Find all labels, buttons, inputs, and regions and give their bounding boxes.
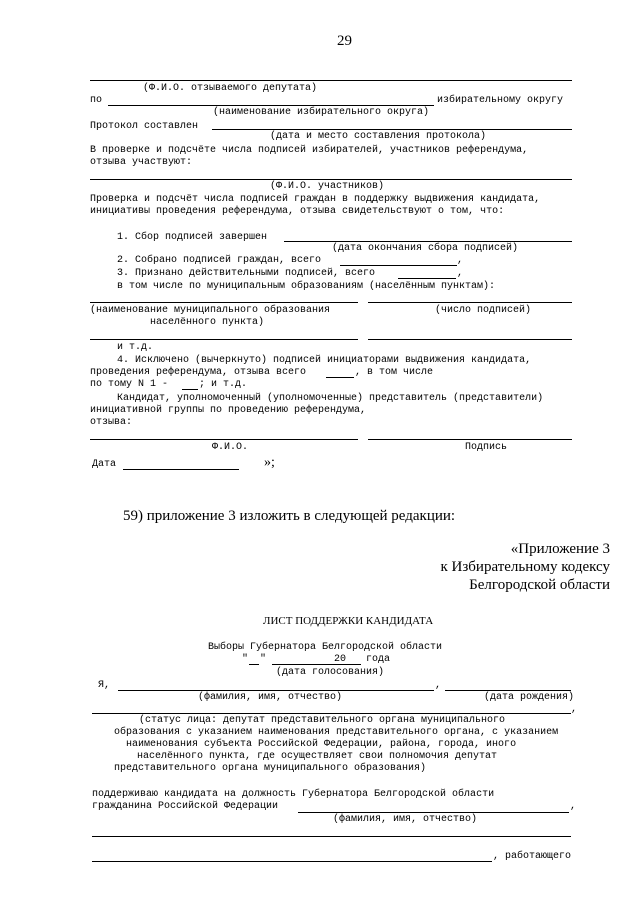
protocol-line <box>212 129 572 130</box>
day-line <box>249 664 259 665</box>
annex-code: к Избирательному кодексу <box>440 559 610 575</box>
item-3-comma: , <box>457 268 464 279</box>
deputy-name-caption: (Ф.И.О. отзываемого депутата) <box>143 83 318 94</box>
district-suffix: избирательному округу <box>437 95 564 106</box>
birth-date-line <box>445 690 571 691</box>
check-text-1: В проверке и подсчёте числа подписей избирателей, участников референдума, <box>90 145 529 156</box>
status-text-3: наименования субъекта Российской Федерации, района, города, иного <box>126 739 517 750</box>
participants-caption: (Ф.И.О. участников) <box>270 181 385 192</box>
candidate-comma: , <box>570 801 577 812</box>
item-1-text: 1. Сбор подписей завершен <box>117 232 268 243</box>
page-number: 29 <box>337 33 352 49</box>
election-name: Выборы Губернатора Белгородской области <box>208 642 443 653</box>
etc-text: и т.д. <box>117 342 154 353</box>
agent-text-1: Кандидат, уполномоченный (уполномоченные) представитель (представители) <box>117 393 544 404</box>
item-4-text-3a: по тому N 1 - <box>90 379 169 390</box>
agent-text-2: инициативной группы по проведению референдума, <box>90 405 367 416</box>
workplace-line <box>92 861 492 862</box>
address-line <box>92 836 571 837</box>
item-3-line <box>398 278 456 279</box>
annex-region: Белгородской области <box>469 577 610 593</box>
item-4-excluded-line <box>326 377 354 378</box>
po-label: по <box>90 95 103 106</box>
date-quote-close: " <box>260 654 267 665</box>
name-comma: , <box>435 680 442 691</box>
item-4-text-1: 4. Исключено (вычеркнуто) подписей инициаторами выдвижения кандидата, <box>117 355 532 366</box>
item-4-text-3b: ; и т.д. <box>199 379 248 390</box>
candidate-name-line <box>298 812 569 813</box>
working-text: , работающего <box>493 851 572 862</box>
item-4-text-2b: , в том числе <box>355 367 434 378</box>
candidate-caption: (фамилия, имя, отчество) <box>333 814 478 825</box>
sig-count-line <box>368 302 572 303</box>
amendment-text: 59) приложение 3 изложить в следующей редакции: <box>123 508 456 524</box>
status-text-2: образования с указанием наименования представительного органа, с указанием <box>114 727 559 738</box>
date-label: Дата <box>92 459 117 470</box>
municipality-caption-1: (наименование муниципального образования <box>90 305 331 316</box>
item-3-text: 3. Признано действительными подписей, всего <box>117 268 376 279</box>
result-text-2: инициативы проведения референдума, отзыва свидетельствуют о том, что: <box>90 206 505 217</box>
birth-caption: (дата рождения) <box>484 692 575 703</box>
item-3-breakdown: в том числе по муниципальным образованиям (населённым пунктам): <box>117 281 496 292</box>
protocol-caption: (дата и место составления протокола) <box>270 131 487 142</box>
signature-caption: Подпись <box>465 442 508 453</box>
date-line <box>123 469 239 470</box>
status-text-4: населённого пункта, где осуществляет свои полномочия депутат <box>137 751 498 762</box>
annex-title: «Приложение 3 <box>510 541 610 557</box>
sig-count-caption: (число подписей) <box>435 305 532 316</box>
item-1-caption: (дата окончания сбора подписей) <box>332 243 519 254</box>
status-text-1: (статус лица: депутат представительного органа муниципального <box>139 715 506 726</box>
item-2-comma: , <box>457 255 464 266</box>
participants-line <box>90 179 572 180</box>
protocol-label: Протокол составлен <box>90 121 199 132</box>
item-2-line <box>340 265 457 266</box>
status-comma: , <box>571 704 578 715</box>
item-4-volume-line <box>182 389 198 390</box>
fio-caption: Ф.И.О. <box>212 442 249 453</box>
check-text-2: отзыва участвуют: <box>90 157 193 168</box>
agent-signature-line <box>368 439 572 440</box>
result-text-1: Проверка и подсчёт числа подписей граждан в поддержку выдвижения кандидата, <box>90 194 541 205</box>
support-text-2: гражданина Российской Федерации <box>92 801 279 812</box>
closing-quote: »; <box>264 455 275 470</box>
voting-date-caption: (дата голосования) <box>276 667 385 678</box>
municipality-line <box>90 302 358 303</box>
support-text-1: поддерживаю кандидата на должность Губернатора Белгородской области <box>92 789 495 800</box>
sheet-title: ЛИСТ ПОДДЕРЖКИ КАНДИДАТА <box>263 615 434 627</box>
item-2-text: 2. Собрано подписей граждан, всего <box>117 255 322 266</box>
name-caption: (фамилия, имя, отчество) <box>198 692 343 703</box>
item-4-text-2a: проведения референдума, отзыва всего <box>90 367 307 378</box>
sig-count-line-2 <box>368 339 572 340</box>
voter-name-line <box>118 690 434 691</box>
year-suffix: года <box>366 654 391 665</box>
agent-text-3: отзыва: <box>90 417 133 428</box>
agent-name-line <box>90 439 358 440</box>
deputy-name-line <box>90 80 572 81</box>
district-caption: (наименование избирательного округа) <box>213 107 430 118</box>
status-line <box>92 713 571 714</box>
status-text-5: представительного органа муниципального образования) <box>114 763 427 774</box>
year-line <box>347 664 361 665</box>
municipality-caption-2: населённого пункта) <box>150 317 265 328</box>
date-quote-open: " <box>242 654 249 665</box>
ya-label: Я, <box>98 680 111 691</box>
year-prefix: 20 <box>334 654 347 665</box>
district-line <box>108 105 434 106</box>
municipality-line-2 <box>90 339 358 340</box>
item-1-line <box>284 241 572 242</box>
